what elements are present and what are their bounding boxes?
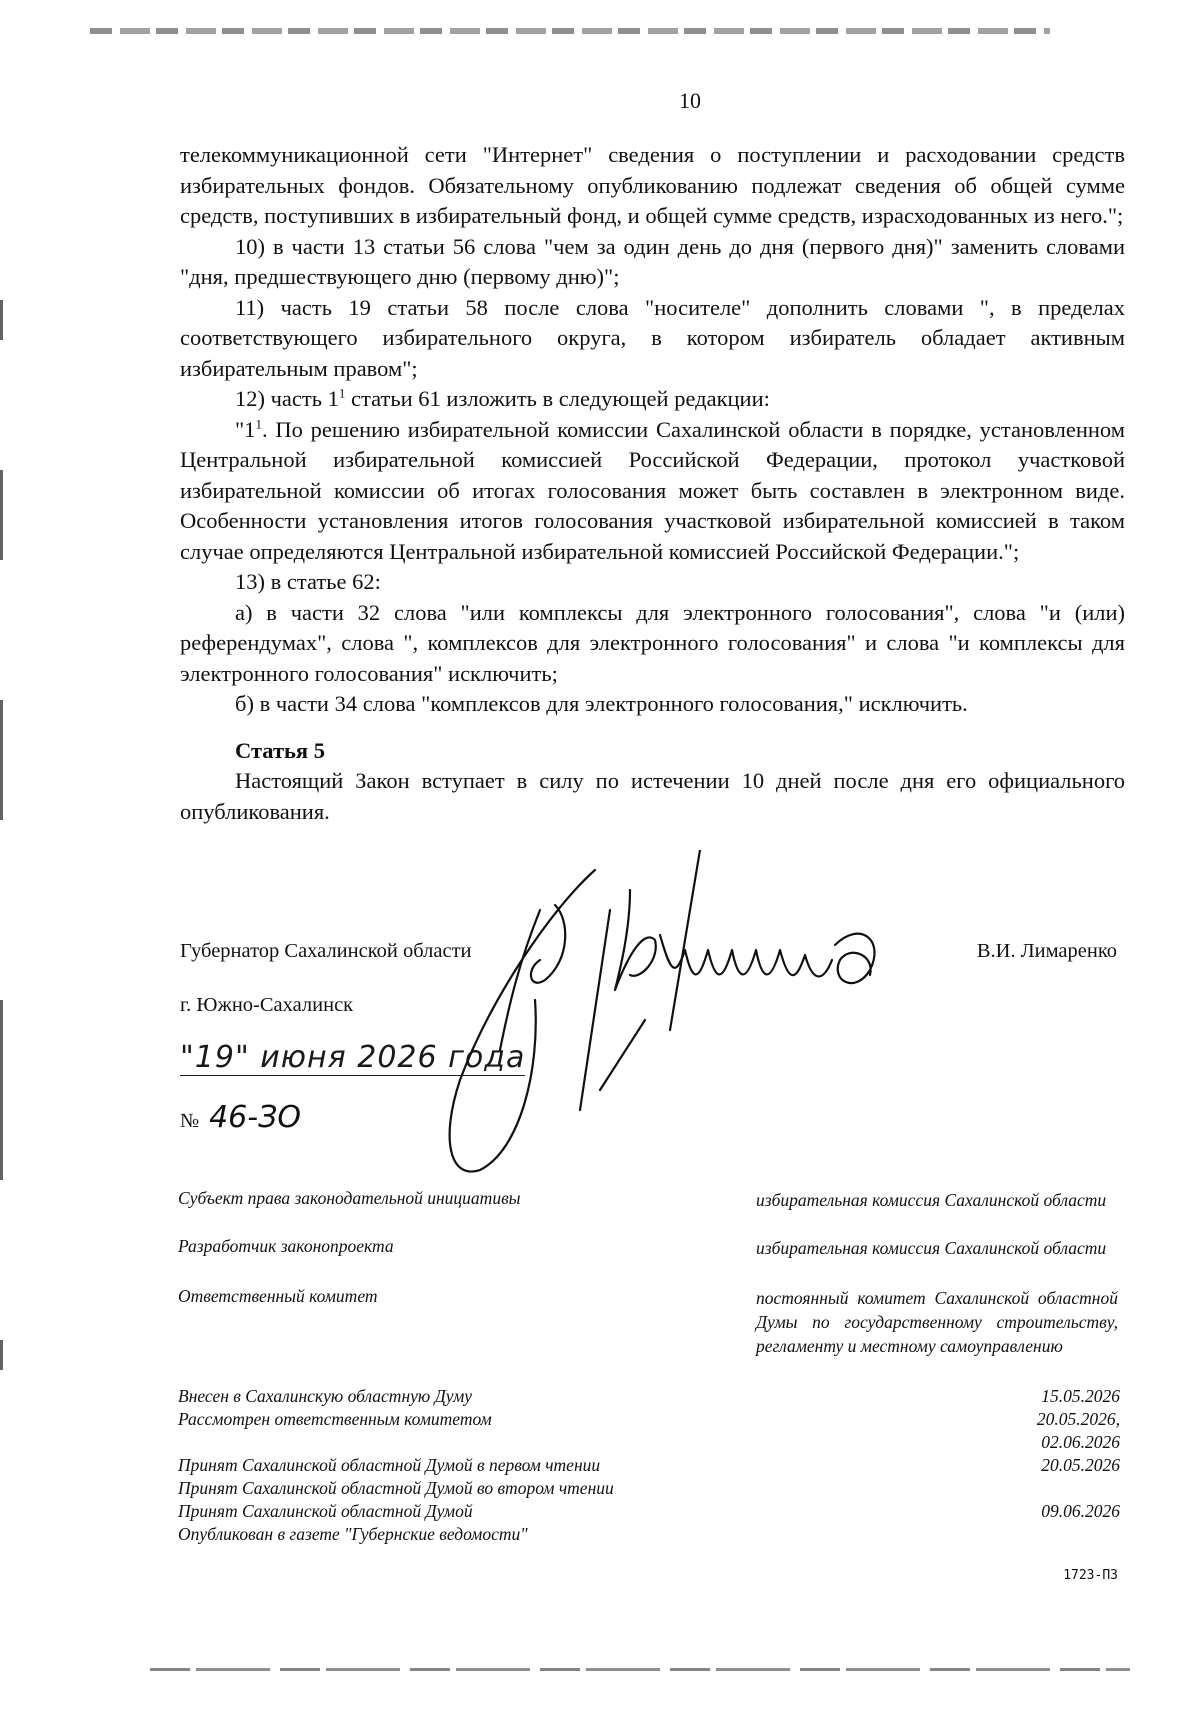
paragraph-item-13: 13) в статье 62: [235,569,381,594]
article-text: Настоящий Закон вступает в силу по истечении 10 дней после дня его официального опубликования. [180,768,1125,824]
meta-row: Субъект права законодательной инициативы избирательная комиссия Сахалинской области [178,1188,1107,1210]
article-title: Статья 5 [235,737,325,763]
governor-title: Губернатор Сахалинской области [180,940,472,962]
scan-margin-mark [0,1000,3,1180]
page-number: 10 [679,88,701,113]
date-row: Принят Сахалинской областной Думой 09.06.2026 [178,1501,1120,1521]
paragraph-item-11: 11) часть 19 статьи 58 после слова "носителе" дополнить словами ", в пределах соответствующего избирательного округа, в котором избиратель обладает активным избирательным правом"; [180,294,1125,381]
scan-artifact-top [90,28,1050,34]
scan-margin-mark [0,470,3,560]
handwritten-signature [430,850,950,1180]
paragraph: телекоммуникационной сети "Интернет" сведения о поступлении и расходовании средств избирательных фондов. Обязательному опубликованию подлежат сведения об общей сумме средств, поступивших в избирательный фонд, и общей сумме средств, израсходованных из него."; [180,142,1125,228]
date-row: 02.06.2026 [1041,1432,1120,1452]
quoted-amendment: "$1^1$. По решению избирательной комиссии Сахалинской области в порядке, установленном Центральной избирательной комиссией Российской Федерации, протокол участковой избирательной комиссии об итогах голосования может быть составлен в электронном виде. Особенности установления итогов голосования участковой избирательной комиссией в таком случае определяются Центральной избирательной комиссией Российской Федерации."; [180,416,1125,564]
scan-artifact-bottom [150,1668,1130,1671]
scan-margin-mark [0,700,3,820]
subitem-a: а) в части 32 слова "или комплексы для электронного голосования", слова "и (или) референдумах", слова ", комплексов для электронного голосования" и слова "и комплексы для электронного голосования" исключить; [180,599,1125,686]
governor-name: В.И. Лимаренко [976,940,1117,962]
scan-margin-mark [0,300,3,340]
document-body [180,140,1125,827]
meta-row: Ответственный комитет постоянный комитет Сахалинской областной Думы по государственному строительству, регламенту и местному самоуправлению [178,1286,1118,1356]
metadata-block [178,1188,1128,1382]
document-code: 1723-П3 [1063,1568,1118,1583]
handwritten-number: № 46-ЗО [180,1100,301,1135]
date-row: Опубликован в газете "Губернские ведомости" [178,1524,528,1544]
handwritten-date: "19" июня 2026 года [180,1040,526,1075]
scan-margin-mark [0,1340,3,1370]
paragraph-item-10: 10) в части 13 статьи 56 слова "чем за один день до дня (первого дня)" заменить словами "дня, предшествующего дню (первому дню)"; [180,233,1125,289]
city: г. Южно-Сахалинск [180,994,354,1016]
date-row: Внесен в Сахалинскую областную Думу 15.05.2026 [178,1386,1120,1406]
meta-row: Разработчик законопроекта избирательная комиссия Сахалинской области [178,1236,1107,1258]
dates-block [178,1385,1128,1546]
date-row: Принят Сахалинской областной Думой в первом чтении 20.05.2026 [178,1455,1120,1475]
date-row: Рассмотрен ответственным комитетом 20.05.2026, [178,1409,1120,1429]
subitem-b: б) в части 34 слова "комплексов для электронного голосования," исключить. [235,691,968,716]
date-row: Принят Сахалинской областной Думой во втором чтении [178,1478,614,1498]
paragraph-item-12: 12) часть $1^1$ статьи 61 изложить в следующей редакции: [235,385,770,411]
